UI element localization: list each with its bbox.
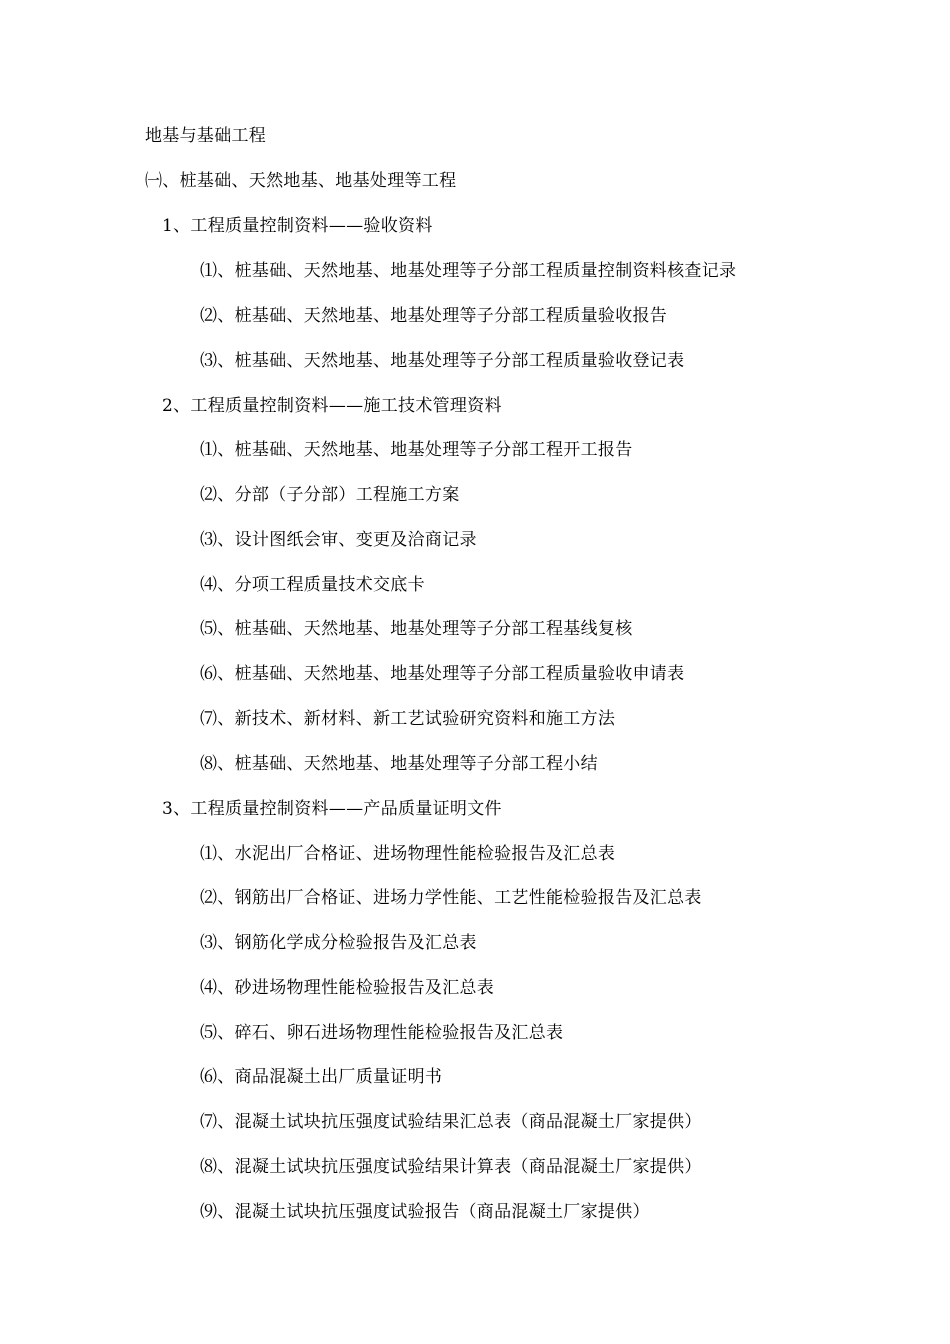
list-item: ⑵、分部（子分部）工程施工方案 bbox=[200, 485, 460, 505]
list-item: ⑻、混凝土试块抗压强度试验结果计算表（商品混凝土厂家提供） bbox=[200, 1157, 702, 1177]
list-item: ⑶、桩基础、天然地基、地基处理等子分部工程质量验收登记表 bbox=[200, 351, 685, 371]
list-item: ⑶、钢筋化学成分检验报告及汇总表 bbox=[200, 933, 477, 953]
group-heading-1: 1、工程质量控制资料——验收资料 bbox=[162, 216, 433, 236]
group-heading-3: 3、工程质量控制资料——产品质量证明文件 bbox=[162, 799, 502, 819]
list-item: ⑺、混凝土试块抗压强度试验结果汇总表（商品混凝土厂家提供） bbox=[200, 1112, 702, 1132]
group-heading-2: 2、工程质量控制资料——施工技术管理资料 bbox=[162, 396, 502, 416]
list-item: ⑵、钢筋出厂合格证、进场力学性能、工艺性能检验报告及汇总表 bbox=[200, 888, 702, 908]
list-item: ⑺、新技术、新材料、新工艺试验研究资料和施工方法 bbox=[200, 709, 616, 729]
list-item: ⑵、桩基础、天然地基、地基处理等子分部工程质量验收报告 bbox=[200, 306, 668, 326]
list-item: ⑴、桩基础、天然地基、地基处理等子分部工程开工报告 bbox=[200, 440, 633, 460]
list-item: ⑶、设计图纸会审、变更及洽商记录 bbox=[200, 530, 477, 550]
list-item: ⑴、水泥出厂合格证、进场物理性能检验报告及汇总表 bbox=[200, 844, 616, 864]
list-item: ⑹、桩基础、天然地基、地基处理等子分部工程质量验收申请表 bbox=[200, 664, 685, 684]
list-item: ⑷、砂进场物理性能检验报告及汇总表 bbox=[200, 978, 495, 998]
list-item: ⑻、桩基础、天然地基、地基处理等子分部工程小结 bbox=[200, 754, 598, 774]
list-item: ⑴、桩基础、天然地基、地基处理等子分部工程质量控制资料核查记录 bbox=[200, 261, 737, 281]
list-item: ⑹、商品混凝土出厂质量证明书 bbox=[200, 1067, 443, 1087]
document-title: 地基与基础工程 bbox=[145, 126, 267, 146]
list-item: ⑷、分项工程质量技术交底卡 bbox=[200, 575, 425, 595]
list-item: ⑸、桩基础、天然地基、地基处理等子分部工程基线复核 bbox=[200, 619, 633, 639]
section-heading: ㈠、桩基础、天然地基、地基处理等工程 bbox=[145, 171, 457, 191]
list-item: ⑸、碎石、卵石进场物理性能检验报告及汇总表 bbox=[200, 1023, 564, 1043]
list-item: ⑼、混凝土试块抗压强度试验报告（商品混凝土厂家提供） bbox=[200, 1202, 650, 1222]
